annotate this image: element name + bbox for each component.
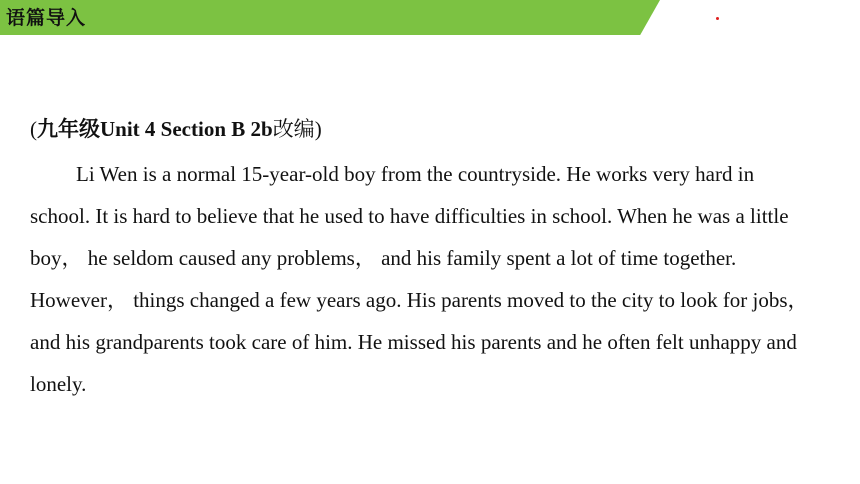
source-unit: Unit 4 Section B 2b <box>100 117 273 141</box>
source-grade: 九年级 <box>37 117 100 141</box>
source-close-paren: ) <box>314 117 322 141</box>
section-title: 语篇导入 <box>6 7 87 29</box>
source-adapted: 改编 <box>272 117 315 141</box>
source-reference <box>30 114 322 144</box>
red-dot <box>716 17 719 20</box>
header-band <box>0 0 660 35</box>
source-open-paren: ( <box>30 117 37 141</box>
reading-passage: Li Wen is a normal 15-year-old boy from the countryside. He works very hard in school. It is hard to believe that he used to have difficulties in school. When he was a little boy， he seldom caused any problems， and his family spent a lot of time together. However， things changed a few years ago. His parents moved to the city to look for jobs， and his grandparents took care of him. He missed his parents and he often felt unhappy and lonely. <box>30 162 809 396</box>
